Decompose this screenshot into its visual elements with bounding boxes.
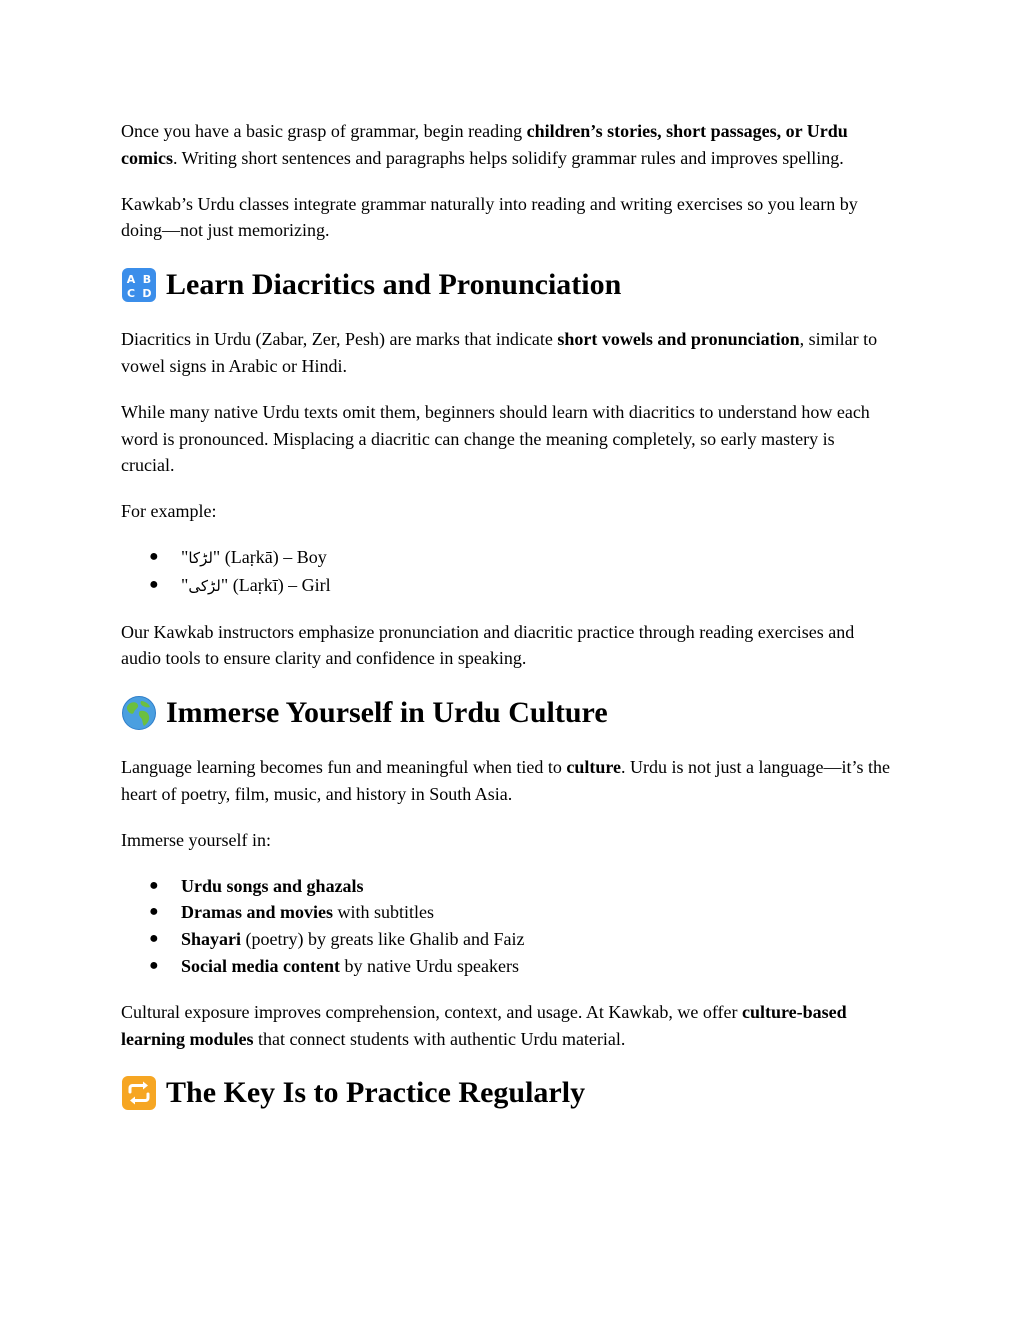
diacritics-paragraph-1 (121, 326, 891, 380)
diacritics-paragraph-3: For example: (121, 501, 217, 522)
svg-text:B: B (142, 273, 152, 287)
document-page (121, 118, 891, 1134)
diacritics-paragraph-2: While many native Urdu texts omit them, beginners should learn with diacritics to understand how each word is pronounced. Misplacing a diacritic can change the meaning completely, so early mastery is crucial. (121, 401, 870, 476)
text-run: . Urdu is not just a language—it’s the heart of poetry, film, music, and history in South Asia. (121, 757, 890, 804)
heading-text: Immerse Yourself in Urdu Culture (166, 696, 608, 730)
text-run: with subtitles (333, 902, 435, 923)
example-list (121, 544, 891, 600)
diacritics-paragraph-4: Our Kawkab instructors emphasize pronunciation and diacritic practice through reading exercises and audio tools to ensure clarity and confidence in speaking. (121, 621, 855, 669)
section-heading-culture (121, 694, 891, 732)
text-run: Once you have a basic grasp of grammar, begin reading (121, 121, 527, 141)
translation: (Laṛkī) – Girl (228, 574, 331, 595)
svg-text:C: C (126, 287, 136, 301)
text-run: by native Urdu speakers (340, 955, 519, 976)
intro-paragraph-1 (121, 118, 891, 172)
list-item (149, 544, 891, 572)
culture-paragraph-2: Immerse yourself in: (121, 829, 271, 850)
heading-text: Learn Diacritics and Pronunciation (166, 268, 622, 302)
intro-paragraph-2: Kawkab’s Urdu classes integrate grammar naturally into reading and writing exercises so you learn by doing—not just memorizing. (121, 193, 858, 241)
immersion-list (121, 873, 891, 980)
quote: " (181, 574, 189, 595)
bold-run: Dramas and movies (181, 902, 333, 923)
svg-text:D: D (142, 287, 152, 301)
bold-run: culture-based learning modules (121, 1001, 847, 1049)
bold-run: Shayari (181, 929, 242, 950)
repeat-icon (121, 1075, 157, 1111)
list-item (149, 899, 891, 926)
list-item (149, 953, 891, 980)
list-item (149, 926, 891, 953)
section-heading-practice (121, 1074, 891, 1112)
urdu-word: لڑکا (188, 548, 213, 567)
bold-run: children’s stories, short passages, or Urdu comics (121, 121, 848, 168)
text-run: Cultural exposure improves comprehension, context, and usage. At Kawkab, we offer (121, 1001, 742, 1022)
bullet-icon: ● (149, 876, 159, 894)
text-run: that connect students with authentic Urdu material. (253, 1028, 626, 1049)
quote: " (212, 546, 221, 567)
bullet-icon: ● (149, 930, 159, 948)
translation: (Laṛkā) – Boy (220, 546, 327, 567)
list-item (149, 873, 891, 900)
culture-paragraph-3 (121, 999, 891, 1053)
culture-paragraph-1 (121, 754, 891, 808)
section-heading-diacritics (121, 266, 891, 304)
text-run: Language learning becomes fun and meaningful when tied to (121, 757, 567, 778)
bold-run: short vowels and pronunciation (557, 329, 800, 350)
heading-text: The Key Is to Practice Regularly (166, 1076, 586, 1110)
bold-run: Social media content (181, 955, 340, 976)
svg-text:A: A (126, 273, 136, 287)
text-run: , similar to vowel signs in Arabic or Hindi. (121, 329, 878, 376)
urdu-word: لڑکی (188, 576, 221, 595)
abcd-input-icon (121, 267, 157, 303)
list-item (149, 572, 891, 600)
text-run: . Writing short sentences and paragraphs helps solidify grammar rules and improves spelling. (172, 147, 844, 168)
text-run: Diacritics in Urdu (Zabar, Zer, Pesh) are marks that indicate (121, 329, 558, 350)
quote: " (181, 546, 189, 567)
bold-run: Urdu songs and ghazals (181, 875, 364, 896)
globe-icon (121, 695, 157, 731)
bullet-icon: ● (149, 903, 159, 921)
bold-run: culture (566, 757, 622, 778)
text-run: (poetry) by greats like Ghalib and Faiz (241, 929, 525, 950)
bullet-icon: ● (149, 547, 159, 565)
bullet-icon: ● (149, 956, 159, 974)
quote: " (220, 574, 229, 595)
bullet-icon: ● (149, 575, 159, 593)
